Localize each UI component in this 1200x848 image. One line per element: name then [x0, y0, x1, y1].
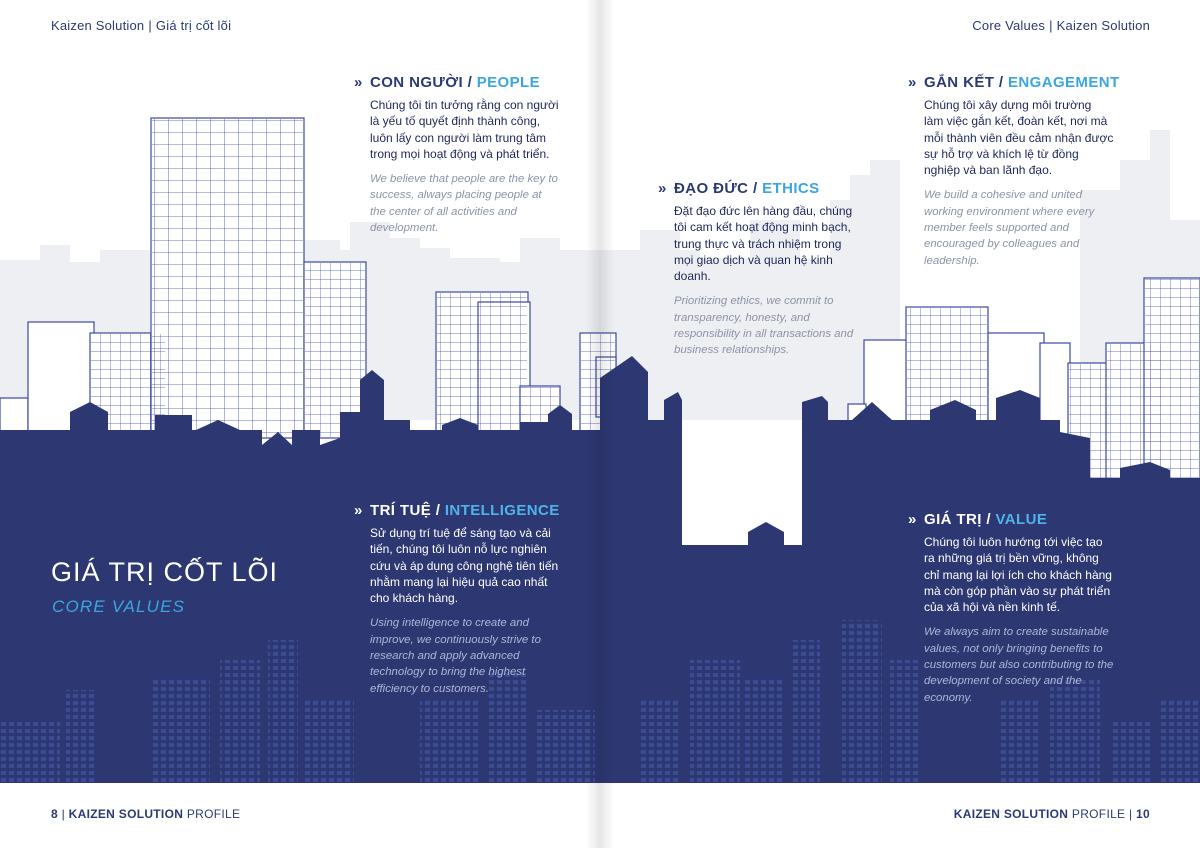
value-title-vi: TRÍ TUỆ: [370, 502, 432, 519]
chevron-right-icon: »: [658, 180, 667, 197]
header-right: Core Values | Kaizen Solution: [972, 18, 1150, 33]
page-gutter-shadow: [586, 0, 614, 848]
footer-right: KAIZEN SOLUTION PROFILE | 10: [953, 807, 1150, 821]
value-heading: » ĐẠO ĐỨC / ETHICS: [658, 180, 820, 197]
value-title-en: ETHICS: [762, 180, 820, 197]
value-heading: » TRÍ TUỆ / INTELLIGENCE: [354, 502, 560, 519]
value-title-vi: CON NGƯỜI: [370, 74, 464, 91]
chevron-right-icon: »: [908, 74, 917, 91]
chevron-right-icon: »: [354, 74, 363, 91]
value-people: [354, 74, 560, 236]
value-heading: » GẮN KẾT / ENGAGEMENT: [908, 74, 1120, 91]
header-left-section: Giá trị cốt lõi: [155, 18, 232, 33]
page-number: 8: [51, 807, 58, 821]
page-subtitle: CORE VALUES: [52, 597, 186, 616]
chevron-right-icon: »: [354, 502, 363, 519]
header-left: Kaizen Solution | Giá trị cốt lõi: [51, 18, 232, 33]
value-description-vi: Đặt đạo đức lên hàng đầu, chúng tôi cam kết hoạt động minh bạch, trung thực và trách nhiệm trong mọi giao dịch và quan hệ kinh doanh.: [674, 204, 853, 284]
value-title-en: ENGAGEMENT: [1008, 74, 1120, 91]
value-title-en: VALUE: [995, 511, 1048, 528]
value-heading: » CON NGƯỜI / PEOPLE: [354, 74, 540, 91]
value-title-en: PEOPLE: [476, 74, 540, 91]
value-intelligence: [354, 502, 560, 697]
page-number: 10: [1136, 807, 1150, 821]
value-ethics: [658, 180, 864, 359]
value-engagement: [908, 74, 1120, 269]
header-right-section: Core Values: [972, 18, 1046, 33]
value-description-en: Prioritizing ethics, we commit to transparency, honesty, and responsibility in all transactions and business relationships.: [674, 295, 854, 357]
value-description-en: Using intelligence to create and improve, we continuously strive to research and apply advanced technology to bring the highest efficiency to customers.: [370, 617, 541, 695]
header-right-brand: Kaizen Solution: [1056, 18, 1150, 33]
value-heading: » GIÁ TRỊ / VALUE: [908, 511, 1048, 528]
value-description-vi: Sử dụng trí tuệ để sáng tạo và cải tiến, chúng tôi luôn nỗ lực nghiên cứu và áp dụng công nghệ tiên tiến nhằm mang lại hiệu quả cao nhất cho khách hàng.: [370, 526, 559, 606]
header-left-brand: Kaizen Solution: [51, 18, 145, 33]
footer-left: 8 | KAIZEN SOLUTION PROFILE: [51, 807, 241, 821]
value-description-en: We believe that people are the key to success, always placing people at the center of all activities and development.: [370, 173, 558, 235]
value-description-vi: Chúng tôi xây dựng môi trường làm việc gắn kết, đoàn kết, nơi mà mỗi thành viên đều cảm nhận được sự hỗ trợ và khích lệ từ đồng nghiệp và ban lãnh đạo.: [924, 98, 1114, 178]
footer-word: PROFILE: [186, 807, 241, 821]
value-title-vi: GIÁ TRỊ: [924, 511, 982, 528]
chevron-right-icon: »: [908, 511, 917, 528]
value-title-vi: ĐẠO ĐỨC: [674, 180, 749, 197]
value-description-en: We always aim to create sustainable values, not only bringing benefits to customers but also contributing to the development of society and the economy.: [924, 626, 1114, 704]
value-value: [908, 511, 1114, 706]
value-description-vi: Chúng tôi tin tưởng rằng con người là yếu tố quyết định thành công, luôn lấy con người làm trung tâm trong mọi hoạt động và phát triển.: [370, 98, 559, 161]
value-title-vi: GẮN KẾT: [924, 74, 995, 91]
footer-word: PROFILE: [1071, 807, 1126, 821]
footer-brand: KAIZEN SOLUTION: [953, 807, 1069, 821]
value-description-vi: Chúng tôi luôn hướng tới việc tạo ra những giá trị bền vững, không chỉ mang lại lợi ích cho khách hàng mà còn góp phần vào sự phát triển của xã hội và nền kinh tế.: [924, 535, 1112, 615]
value-title-en: INTELLIGENCE: [444, 502, 560, 519]
value-description-en: We build a cohesive and united working environment where every member feels supported and encouraged by colleagues and leadership.: [924, 189, 1095, 267]
footer-brand: KAIZEN SOLUTION: [68, 807, 184, 821]
page-title: GIÁ TRỊ CỐT LÕI: [51, 557, 279, 587]
